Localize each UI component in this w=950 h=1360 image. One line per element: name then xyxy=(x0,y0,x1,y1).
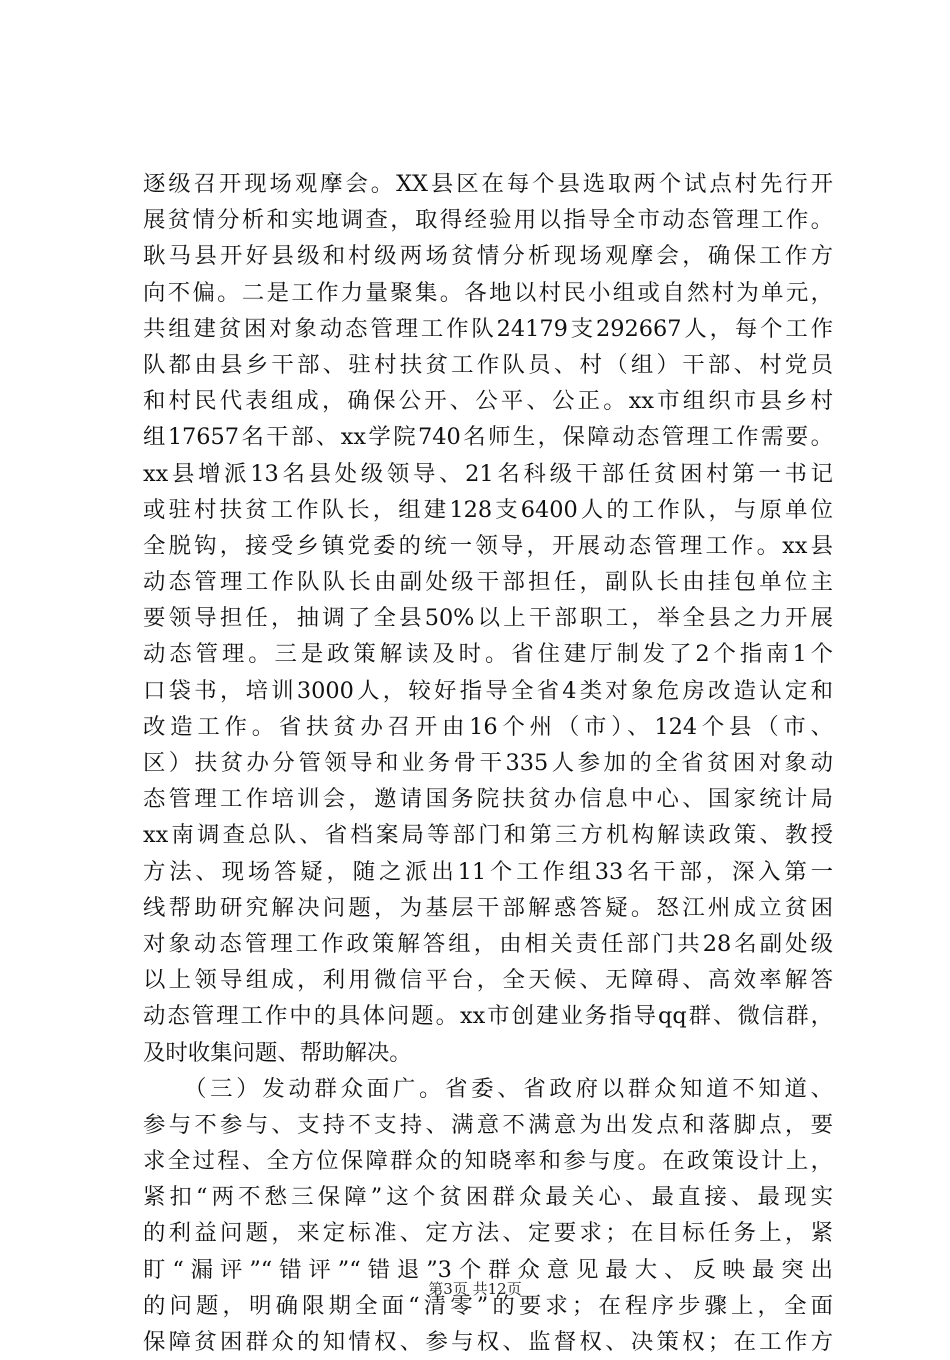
text-line: 动态管理。三是政策解读及时。省住建厅制发了2个指南1个 xyxy=(143,641,833,668)
text-line: 共组建贫困对象动态管理工作队24179支292667人，每个工作 xyxy=(143,315,833,342)
text-line: 队都由县乡干部、驻村扶贫工作队员、村（组）干部、村党员 xyxy=(143,351,833,378)
text-line: 保障贫困群众的知情权、参与权、监督权、决策权；在工作方 xyxy=(143,1329,833,1355)
text-line: 逐级召开现场观摩会。XX县区在每个县选取两个试点村先行开 xyxy=(143,171,833,197)
text-line: 耿马县开好县级和村级两场贫情分析现场观摩会，确保工作方 xyxy=(143,243,833,270)
text-line: xx南调查总队、省档案局等部门和第三方机构解读政策、教授 xyxy=(143,822,833,849)
text-line: 态管理工作培训会，邀请国务院扶贫办信息中心、国家统计局 xyxy=(143,786,833,813)
text-line: 要领导担任，抽调了全县50%以上干部职工，举全县之力开展 xyxy=(143,605,833,632)
text-line: 改造工作。省扶贫办召开由16个州（市）、124个县（市、 xyxy=(143,713,833,740)
text-line: 动态管理工作队队长由副处级干部担任，副队长由挂包单位主 xyxy=(143,569,833,596)
text-line: 展贫情分析和实地调查，取得经验用以指导全市动态管理工作。 xyxy=(143,207,833,234)
text-line: 口袋书，培训3000人，较好指导全省4类对象危房改造认定和 xyxy=(143,677,833,704)
text-line: 和村民代表组成，确保公开、公平、公正。xx市组织市县乡村 xyxy=(143,388,833,415)
document-body xyxy=(143,166,833,1360)
text-line: 全脱钩，接受乡镇党委的统一领导，开展动态管理工作。xx县 xyxy=(143,532,833,559)
text-line: 线帮助研究解决问题，为基层干部解惑答疑。怒江州成立贫困 xyxy=(143,894,833,921)
text-line: 区）扶贫办分管领导和业务骨干335人参加的全省贫困对象动 xyxy=(143,750,833,776)
text-line: 组17657名干部、xx学院740名师生，保障动态管理工作需要。 xyxy=(143,424,833,451)
text-line: 向不偏。二是工作力量聚集。各地以村民小组或自然村为单元， xyxy=(143,279,833,306)
text-line: 的利益问题，来定标准、定方法、定要求；在目标任务上，紧 xyxy=(143,1220,833,1247)
text-line: 方法、现场答疑，随之派出11个工作组33名干部，深入第一 xyxy=(143,858,833,885)
text-line: 或驻村扶贫工作队长，组建128支6400人的工作队，与原单位 xyxy=(143,496,833,523)
text-line: 对象动态管理工作政策解答组，由相关责任部门共28名副处级 xyxy=(143,930,833,957)
text-line: 动态管理工作中的具体问题。xx市创建业务指导qq群、微信群， xyxy=(143,1003,833,1030)
text-line: 盯“漏评”“错评”“错退”3个群众意见最大、反映最突出 xyxy=(143,1256,833,1283)
text-line: 求全过程、全方位保障群众的知晓率和参与度。在政策设计上， xyxy=(143,1148,833,1175)
text-line: 紧扣“两不愁三保障”这个贫困群众最关心、最直接、最现实 xyxy=(143,1184,833,1211)
text-line: （三）发动群众面广。省委、省政府以群众知道不知道、 xyxy=(143,1075,833,1102)
text-line: xx县增派13名县处级领导、21名科级干部任贫困村第一书记 xyxy=(143,460,833,487)
page-number-footer: 第3页 共12页 xyxy=(428,1280,522,1298)
text-line: 的问题，明确限期全面“清零”的要求；在程序步骤上，全面 xyxy=(143,1292,833,1319)
text-line: 参与不参与、支持不支持、满意不满意为出发点和落脚点，要 xyxy=(143,1111,833,1138)
text-line: 及时收集问题、帮助解决。 xyxy=(143,1039,412,1066)
text-line: 以上领导组成，利用微信平台，全天候、无障碍、高效率解答 xyxy=(143,967,833,994)
